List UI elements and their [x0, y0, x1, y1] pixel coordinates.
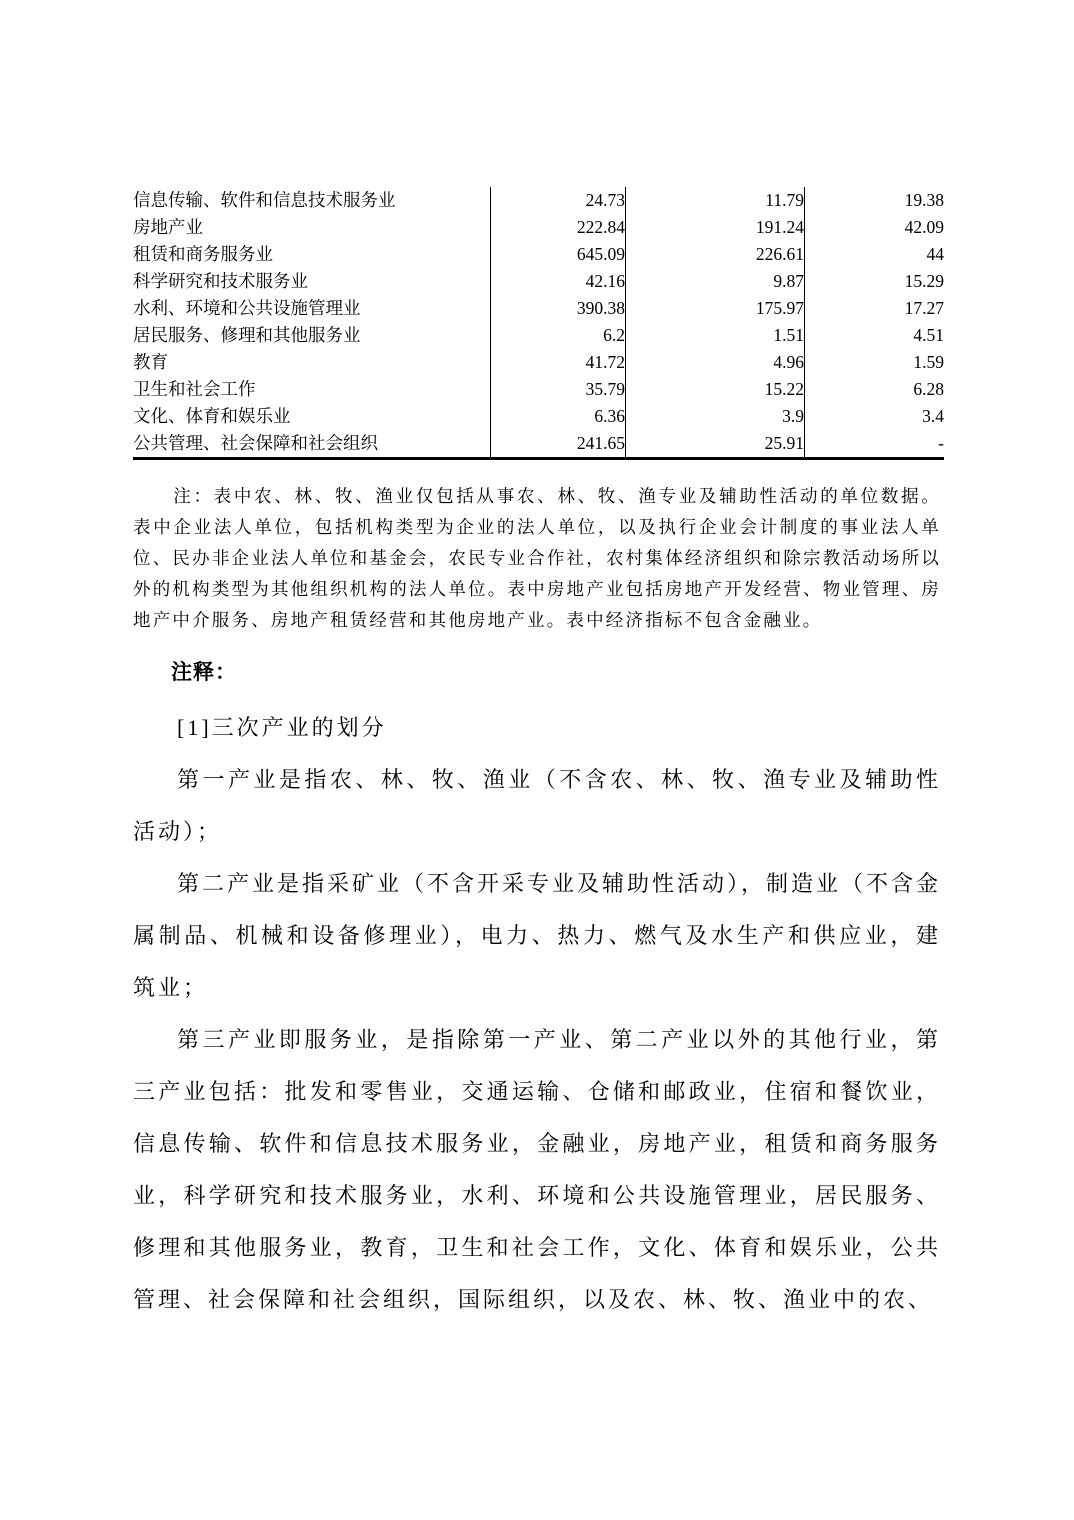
secondary-industry-paragraph: 第二产业是指采矿业（不含开采专业及辅助性活动），制造业（不含金属制品、机械和设备修理业），电力、热力、燃气及水生产和供应业，建筑业； — [133, 871, 942, 1000]
value-cell: 41.72 — [491, 349, 626, 376]
table-row — [133, 349, 944, 376]
table-row — [133, 187, 944, 214]
value-cell: 241.65 — [491, 430, 626, 459]
table-row — [133, 430, 944, 459]
table-row — [133, 376, 944, 403]
page-content — [133, 187, 944, 1326]
value-cell: 42.16 — [491, 268, 626, 295]
table-footnote: 注：表中农、林、牧、渔业仅包括从事农、林、牧、渔专业及辅助性活动的单位数据。表中企业法人单位，包括机构类型为企业的法人单位，以及执行企业会计制度的事业法人单位、民办非企业法人单位和基金会，农民专业合作社，农村集体经济组织和除宗教活动场所以外的机构类型为其他组织机构的法人单位。表中房地产业包括房地产开发经营、物业管理、房地产中介服务、房地产租赁经营和其他房地产业。表中经济指标不包含金融业。 — [133, 486, 941, 630]
value-cell: 3.4 — [922, 406, 944, 426]
value-cell: 175.97 — [626, 295, 805, 322]
note-item-title: [1]三次产业的划分 — [177, 715, 387, 740]
notes-section-body — [133, 702, 941, 1326]
value-cell: 42.09 — [904, 217, 944, 237]
value-cell: 3.9 — [626, 403, 805, 430]
value-cell: 1.51 — [626, 322, 805, 349]
industry-label: 居民服务、修理和其他服务业 — [133, 322, 491, 349]
value-cell: 35.79 — [491, 376, 626, 403]
industry-label: 信息传输、软件和信息技术服务业 — [133, 187, 491, 214]
value-cell: 24.73 — [491, 187, 626, 214]
value-cell: 44 — [926, 244, 944, 264]
value-cell: 17.27 — [904, 298, 944, 318]
industry-label: 房地产业 — [133, 214, 491, 241]
primary-industry-paragraph: 第一产业是指农、林、牧、渔业（不含农、林、牧、渔专业及辅助性活动）； — [133, 767, 941, 844]
industry-label: 水利、环境和公共设施管理业 — [133, 295, 491, 322]
industry-label: 公共管理、社会保障和社会组织 — [133, 430, 491, 459]
value-cell: 222.84 — [491, 214, 626, 241]
value-cell: 226.61 — [626, 241, 805, 268]
value-cell: 1.59 — [913, 352, 944, 372]
industry-label: 科学研究和技术服务业 — [133, 268, 491, 295]
value-cell: 15.29 — [904, 271, 944, 291]
value-cell: 4.51 — [913, 325, 944, 345]
value-cell: 390.38 — [491, 295, 626, 322]
value-cell: 6.28 — [913, 379, 944, 399]
table-row — [133, 241, 944, 268]
value-cell: 6.2 — [491, 322, 626, 349]
value-cell: 645.09 — [491, 241, 626, 268]
industry-label: 卫生和社会工作 — [133, 376, 491, 403]
industry-statistics-table — [133, 187, 944, 460]
value-cell: 19.38 — [904, 190, 944, 210]
value-cell: - — [938, 433, 944, 453]
notes-section-heading: 注释： — [171, 660, 237, 684]
value-cell: 6.36 — [491, 403, 626, 430]
industry-label: 文化、体育和娱乐业 — [133, 403, 491, 430]
value-cell: 25.91 — [626, 430, 805, 459]
table-row — [133, 322, 944, 349]
value-cell: 11.79 — [626, 187, 805, 214]
table-row — [133, 214, 944, 241]
value-cell: 4.96 — [626, 349, 805, 376]
table-row — [133, 295, 944, 322]
value-cell: 191.24 — [626, 214, 805, 241]
industry-label: 租赁和商务服务业 — [133, 241, 491, 268]
table-row — [133, 268, 944, 295]
tertiary-industry-paragraph: 第三产业即服务业，是指除第一产业、第二产业以外的其他行业，第三产业包括：批发和零售业，交通运输、仓储和邮政业，住宿和餐饮业，信息传输、软件和信息技术服务业，金融业，房地产业，租赁和商务服务业，科学研究和技术服务业，水利、环境和公共设施管理业，居民服务、修理和其他服务业，教育，卫生和社会工作，文化、体育和娱乐业，公共管理、社会保障和社会组织，国际组织，以及农、林、牧、渔业中的农、 — [133, 1027, 941, 1312]
industry-label: 教育 — [133, 349, 491, 376]
value-cell: 15.22 — [626, 376, 805, 403]
table-row — [133, 403, 944, 430]
value-cell: 9.87 — [626, 268, 805, 295]
